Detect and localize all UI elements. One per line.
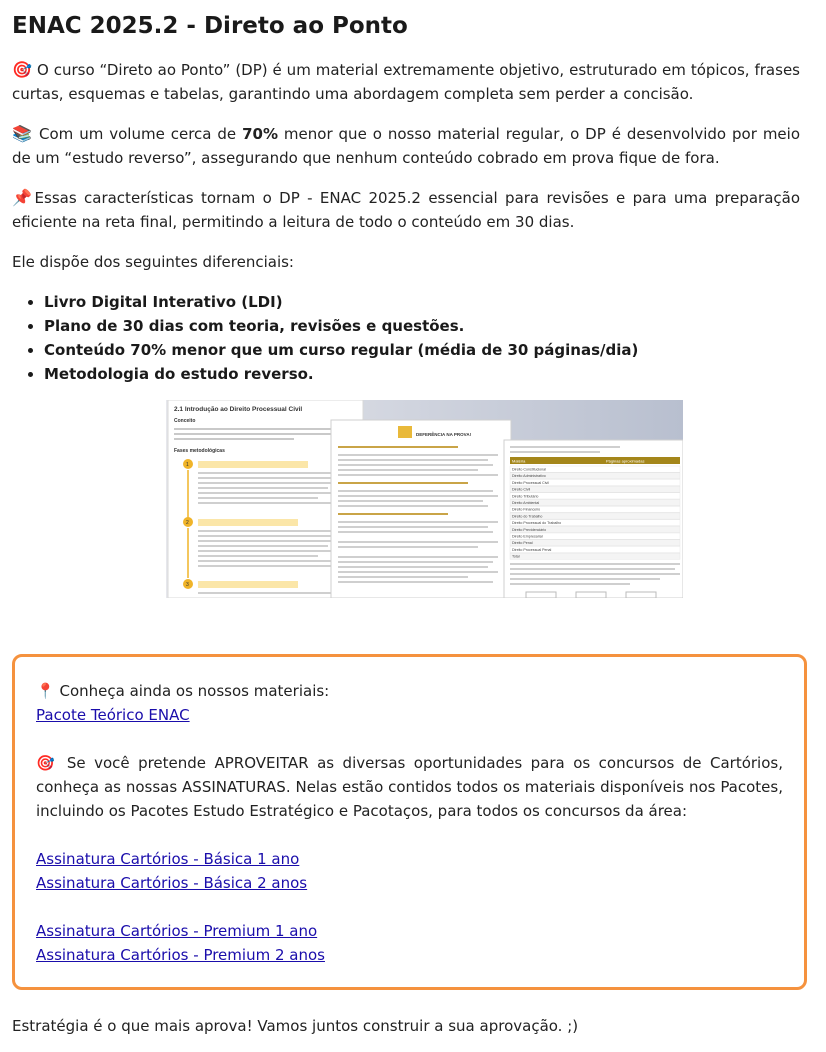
target-icon: 🎯 [12, 60, 33, 79]
card-intro-text: Conheça ainda os nossos materiais: [59, 682, 330, 700]
preview-table-row-label: Direito Previdenciário [512, 527, 547, 532]
link-basica-2-anos[interactable]: Assinatura Cartórios - Básica 2 anos [36, 874, 308, 892]
preview-table-col2: Páginas aproximadas [606, 458, 645, 464]
preview-table-row-label: Direito Constitucional [512, 467, 546, 472]
preview-page1-section: Fases metodológicas [174, 448, 225, 454]
preview-table-row-label: Direito Tributário [512, 494, 539, 499]
list-item: • Plano de 30 dias com teoria, revisões e questões. [44, 314, 800, 338]
svg-text:2: 2 [186, 520, 189, 526]
list-item: • Conteúdo 70% menor que um curso regular (média de 30 páginas/dia) [44, 338, 800, 362]
materials-card [12, 654, 807, 990]
preview-page2-header: DEFERÊNCIA NA PROVA! [416, 432, 472, 437]
page-title: ENAC 2025.2 - Direto ao Ponto [12, 13, 408, 39]
preview-table-col1: Matéria [512, 458, 526, 464]
link-pacote-teorico[interactable]: Pacote Teórico ENAC [36, 706, 190, 724]
footer-text: Estratégia é o que mais aprova! Vamos juntos construir a sua aprovação. ;) [12, 1017, 579, 1035]
link-basica-1-ano[interactable]: Assinatura Cartórios - Básica 1 ano [36, 850, 300, 868]
material-preview-illustration [166, 400, 683, 598]
preview-table-row [510, 486, 680, 492]
svg-text:3: 3 [186, 582, 189, 588]
card-intro [36, 679, 783, 703]
paragraph-volume-before: Com um volume cerca de [39, 125, 243, 143]
preview-table-row-label: Direito Empresarial [512, 534, 543, 539]
material-preview-image [166, 400, 683, 598]
link-premium-1-ano[interactable]: Assinatura Cartórios - Premium 1 ano [36, 922, 318, 940]
paragraph-features-text: Essas características tornam o DP - ENAC 2025.2 essencial para revisões e para uma preparação eficiente na reta final, permitindo a leitura de todo o conteúdo em 30 dias. [12, 189, 801, 231]
list-item: • Metodologia do estudo reverso. [44, 362, 800, 386]
preview-page-middle [331, 420, 511, 598]
feature-list [12, 290, 800, 386]
preview-table-row-label: Total [512, 554, 520, 559]
card-promo-text: Se você pretende APROVEITAR as diversas oportunidades para os concursos de Cartórios, conheça as nossas ASSINATURAS. Nelas estão contidos todos os materiais disponíveis nos Pacotes, incluindo os Pacotes Estudo Estratégico e Pacotaços, para todos os concursos da área: [36, 754, 783, 820]
preview-table-row-label: Direito Financeiro [512, 507, 541, 512]
preview-table-row-label: Direito Administrativo [512, 474, 546, 479]
card-promo [36, 751, 783, 823]
target-icon: 🎯 [36, 754, 59, 772]
pushpin-icon: 📌 [12, 188, 35, 207]
link-premium-2-anos[interactable]: Assinatura Cartórios - Premium 2 anos [36, 946, 325, 964]
preview-table-row-label: Direito Processual do Trabalho [512, 521, 562, 526]
preview-page-right [504, 440, 683, 598]
paragraph-intro-text: O curso “Direto ao Ponto” (DP) é um material extremamente objetivo, estruturado em tópicos, frases curtas, esquemas e tabelas, garantindo uma abordagem completa sem perder a concisão. [12, 61, 800, 103]
preview-table-row-label: Direito Civil [512, 487, 531, 492]
preview-table-row-label: Direito Processual Civil [512, 480, 549, 485]
paragraph-features-intro [12, 186, 800, 234]
paragraph-intro [12, 58, 800, 106]
paragraph-volume [12, 122, 800, 170]
list-item: • Livro Digital Interativo (LDI) [44, 290, 800, 314]
preview-page1-sub: Conceito [174, 418, 196, 424]
preview-table-row [510, 553, 680, 559]
books-icon: 📚 [12, 124, 34, 143]
preview-table-row-label: Direito Penal [512, 541, 533, 546]
paragraph-list-intro: Ele dispõe dos seguintes diferenciais: [12, 253, 294, 271]
paragraph-volume-after: menor que o nosso material regular, o DP é desenvolvido por meio de um “estudo reverso”, assegurando que nenhum conteúdo cobrado em prova fique de fora. [12, 125, 801, 167]
pin-icon: 📍 [36, 682, 55, 700]
preview-table-row-label: Direito do Trabalho [512, 514, 543, 519]
preview-table-row-label: Direito Processual Penal [512, 547, 552, 552]
preview-page1-heading: 2.1 Introdução ao Direito Processual Civil [174, 406, 303, 413]
preview-table-row-label: Direito Ambiental [512, 501, 540, 505]
svg-text:1: 1 [186, 462, 189, 468]
preview-table-row [510, 540, 680, 546]
paragraph-volume-bold: 70% [242, 125, 278, 143]
